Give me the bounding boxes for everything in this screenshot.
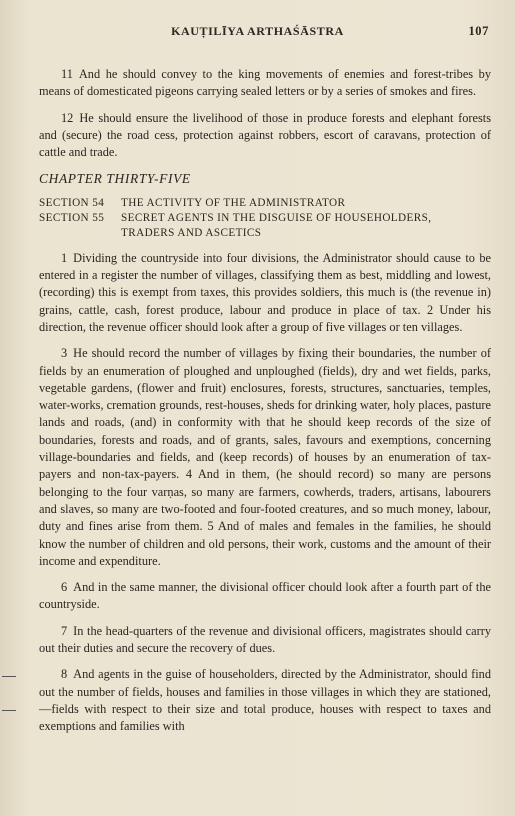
- paragraph-number: 12: [61, 110, 74, 125]
- paragraph-text: And agents in the guise of householders, directed by the Administrator, should find out the number of fields, houses and families in those villages in which they are stationed,—fields with respect to their size and total produce, houses with respect to taxes and exemptions and families with: [39, 667, 491, 734]
- chapter-heading: CHAPTER THIRTY-FIVE: [39, 171, 191, 187]
- paragraph-text: And he should convey to the king movements of enemies and forest-tribes by means of domesticated pigeons carrying sealed letters or by a series of smokes and fires.: [39, 67, 491, 99]
- paragraph-text: He should record the number of villages by fixing their boundaries, the number of fields by an enumeration of ploughed and unploughed (fields), dry and wet fields, parks, vegetable gardens, (flower and fruit) enclosures, forests, structures, sanctuaries, temples, water-works, cremation grounds, rest-houses, sheds for drinking water, holy places, pasture lands and roads, (and) in conformity with that he should keep records of the size of boundaries, forests and roads, and of grants, sales, favours and exemptions, concerning village-boundaries and fields, and (keep records) of houses by an enumeration of tax-payers and non-tax-payers. 4 And in them, (he should record) so many are persons belonging to the four varṇas, so many are farmers, cowherds, traders, artisans, labourers and slaves, so many are two-footed and four-footed creatures, and so much money, labour, duty and fines arise from them. 5 And of males and females in the families, he should know the number of children and old persons, their work, customs and the amount of their income and expenditure.: [39, 346, 491, 568]
- section-heading: [39, 196, 491, 211]
- paragraph-text: And in the same manner, the divisional officer chould look after a fourth part of the countryside.: [39, 580, 491, 612]
- running-title: KAUṬILĪYA ARTHAŚĀSTRA: [171, 24, 344, 38]
- running-head: [0, 22, 515, 42]
- paragraph: [39, 623, 491, 658]
- paragraph-number: 11: [61, 67, 73, 81]
- paragraph-number: 3: [61, 346, 68, 361]
- margin-mark: [2, 676, 16, 677]
- paragraph: [39, 345, 491, 570]
- paragraph: [39, 110, 491, 162]
- section-label: SECTION 54: [39, 196, 105, 209]
- paragraph-number: 8: [61, 667, 68, 682]
- paragraph: [39, 579, 491, 614]
- page-body: [39, 66, 491, 745]
- paragraph-number: 7: [61, 623, 68, 638]
- paragraph-text: He should ensure the livelihood of those in produce forests and elephant forests and (secure) the road cess, protection against robbers, escort of caravans, protection of cattle and trade.: [39, 110, 491, 160]
- section-title-continuation: TRADERS AND ASCETICS: [121, 226, 262, 239]
- section-heading: [39, 211, 491, 226]
- paragraph-number: 6: [61, 580, 68, 595]
- margin-mark: [2, 710, 16, 711]
- paragraph: [39, 666, 491, 735]
- paragraph-text: Dividing the countryside into four divisions, the Administrator should cause to be entered in a register the number of villages, classifying them as best, middling and lowest, (recording) this is exempt from taxes, this provides soldiers, this much is (the revenue in) grains, cattle, cash, forest produce, labour and produce in place of tax. 2 Under his direction, the revenue officer should look after a group of five villages or ten villages.: [39, 250, 491, 334]
- paragraph: [39, 66, 491, 101]
- paragraph-number: 1: [61, 250, 68, 265]
- section-title: THE ACTIVITY OF THE ADMINISTRATOR: [121, 196, 346, 209]
- section-headings: [39, 196, 491, 241]
- section-title: SECRET AGENTS IN THE DISGUISE OF HOUSEHOLDERS,: [121, 211, 432, 224]
- paragraph-text: In the head-quarters of the revenue and divisional officers, magistrates should carry out their duties and secure the recovery of dues.: [39, 623, 491, 656]
- section-label: SECTION 55: [39, 211, 105, 224]
- paragraph: [39, 250, 491, 336]
- page-number: 107: [468, 24, 489, 38]
